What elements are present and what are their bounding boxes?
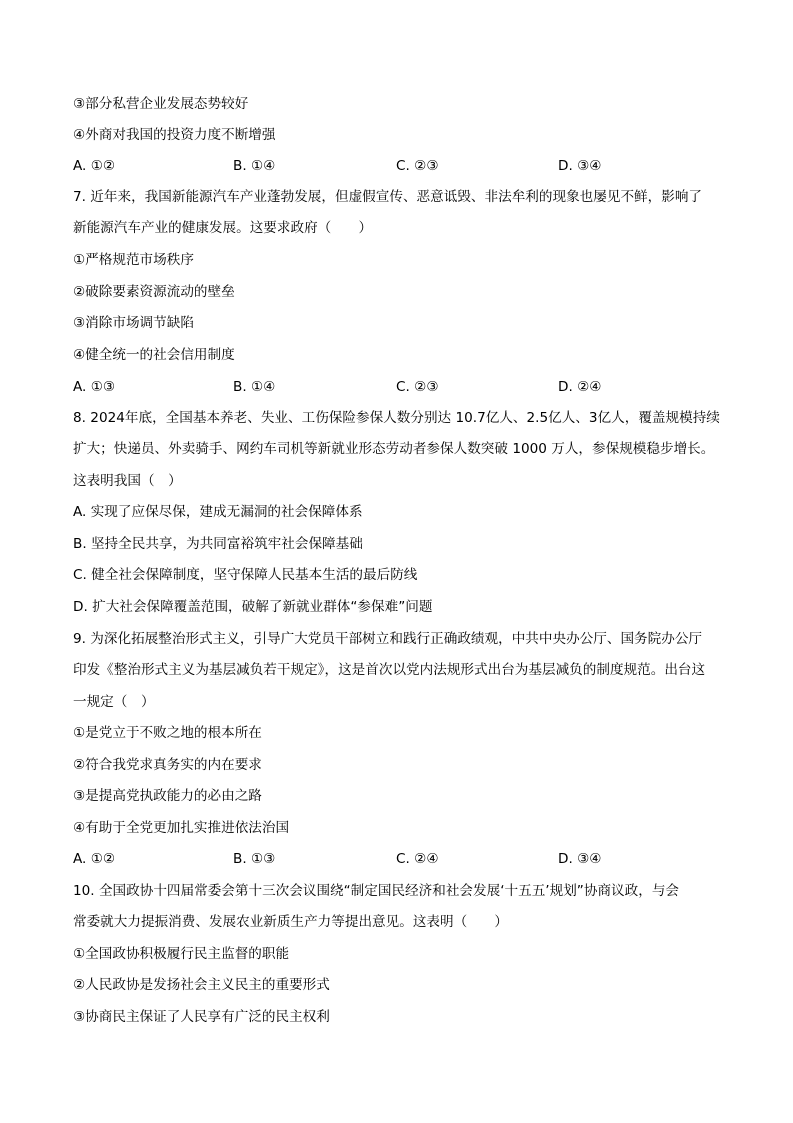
q9-statement-2: ②符合我党求真务实的内在要求 [73, 757, 262, 773]
q7-option-c: C. ②③ [396, 379, 439, 395]
q9-option-b: B. ①③ [233, 851, 276, 867]
q9-stem-line-2: 印发《整治形式主义为基层减负若干规定》，这是首次以党内法规形式出台为基层减负的制度规范。出台这 [73, 662, 706, 678]
q7-option-d: D. ②④ [558, 379, 602, 395]
q6-option-b: B. ①④ [233, 158, 276, 174]
q6-option-a: A. ①② [73, 158, 116, 174]
q10-stem-line-1: 10. 全国政协十四届常委会第十三次会议围绕“制定国民经济和社会发展‘十五五’规划”协商议政，与会 [73, 883, 680, 899]
q9-stem-line-3: 一规定（ ） [73, 694, 155, 710]
q9-statement-3: ③是提高党执政能力的必由之路 [73, 788, 262, 804]
q9-option-c: C. ②④ [396, 851, 439, 867]
q8-stem-line-3: 这表明我国（ ） [73, 473, 182, 489]
q7-stem-line-1: 7. 近年来，我国新能源汽车产业蓬勃发展，但虚假宣传、恶意诋毁、非法牟利的现象也屡见不鲜，影响了 [73, 189, 703, 205]
q10-statement-2: ②人民政协是发扬社会主义民主的重要形式 [73, 977, 330, 993]
q8-stem-line-2: 扩大；快递员、外卖骑手、网约车司机等新就业形态劳动者参保人数突破 1000 万人，参保规模稳步增长。 [73, 441, 715, 457]
q10-statement-1: ①全国政协积极履行民主监督的职能 [73, 946, 290, 962]
q7-statement-2: ②破除要素资源流动的壁垒 [73, 284, 235, 300]
q6-statement-3: ③部分私营企业发展态势较好 [73, 96, 249, 112]
q7-stem-line-2: 新能源汽车产业的健康发展。这要求政府（ ） [73, 220, 373, 236]
q8-option-a: A. 实现了应保尽保，建成无漏洞的社会保障体系 [73, 504, 363, 520]
q7-statement-1: ①严格规范市场秩序 [73, 252, 194, 268]
q7-statement-3: ③消除市场调节缺陷 [73, 315, 194, 331]
q6-option-c: C. ②③ [396, 158, 439, 174]
q7-option-a: A. ①③ [73, 379, 116, 395]
q9-option-d: D. ③④ [558, 851, 602, 867]
q9-stem-line-1: 9. 为深化拓展整治形式主义，引导广大党员干部树立和践行正确政绩观，中共中央办公厅、国务院办公厅 [73, 631, 703, 647]
q8-option-b: B. 坚持全民共享，为共同富裕筑牢社会保障基础 [73, 536, 363, 552]
q8-option-d: D. 扩大社会保障覆盖范围，破解了新就业群体“参保难”问题 [73, 599, 433, 615]
q6-statement-4: ④外商对我国的投资力度不断增强 [73, 127, 276, 143]
q6-options [73, 156, 723, 176]
q7-statement-4: ④健全统一的社会信用制度 [73, 347, 235, 363]
q10-stem-line-2: 常委就大力提振消费、发展农业新质生产力等提出意见。这表明（ ） [73, 914, 508, 930]
q7-options [73, 377, 723, 397]
q6-option-d: D. ③④ [558, 158, 602, 174]
q9-options [73, 849, 723, 869]
q8-stem-line-1: 8. 2024年底，全国基本养老、失业、工伤保险参保人数分别达 10.7亿人、2.5亿人、3亿人，覆盖规模持续 [73, 410, 720, 426]
q9-option-a: A. ①② [73, 851, 116, 867]
q7-option-b: B. ①④ [233, 379, 276, 395]
q8-option-c: C. 健全社会保障制度，坚守保障人民基本生活的最后防线 [73, 567, 418, 583]
q10-statement-3: ③协商民主保证了人民享有广泛的民主权利 [73, 1009, 330, 1025]
q9-statement-1: ①是党立于不败之地的根本所在 [73, 725, 262, 741]
q9-statement-4: ④有助于全党更加扎实推进依法治国 [73, 820, 290, 836]
